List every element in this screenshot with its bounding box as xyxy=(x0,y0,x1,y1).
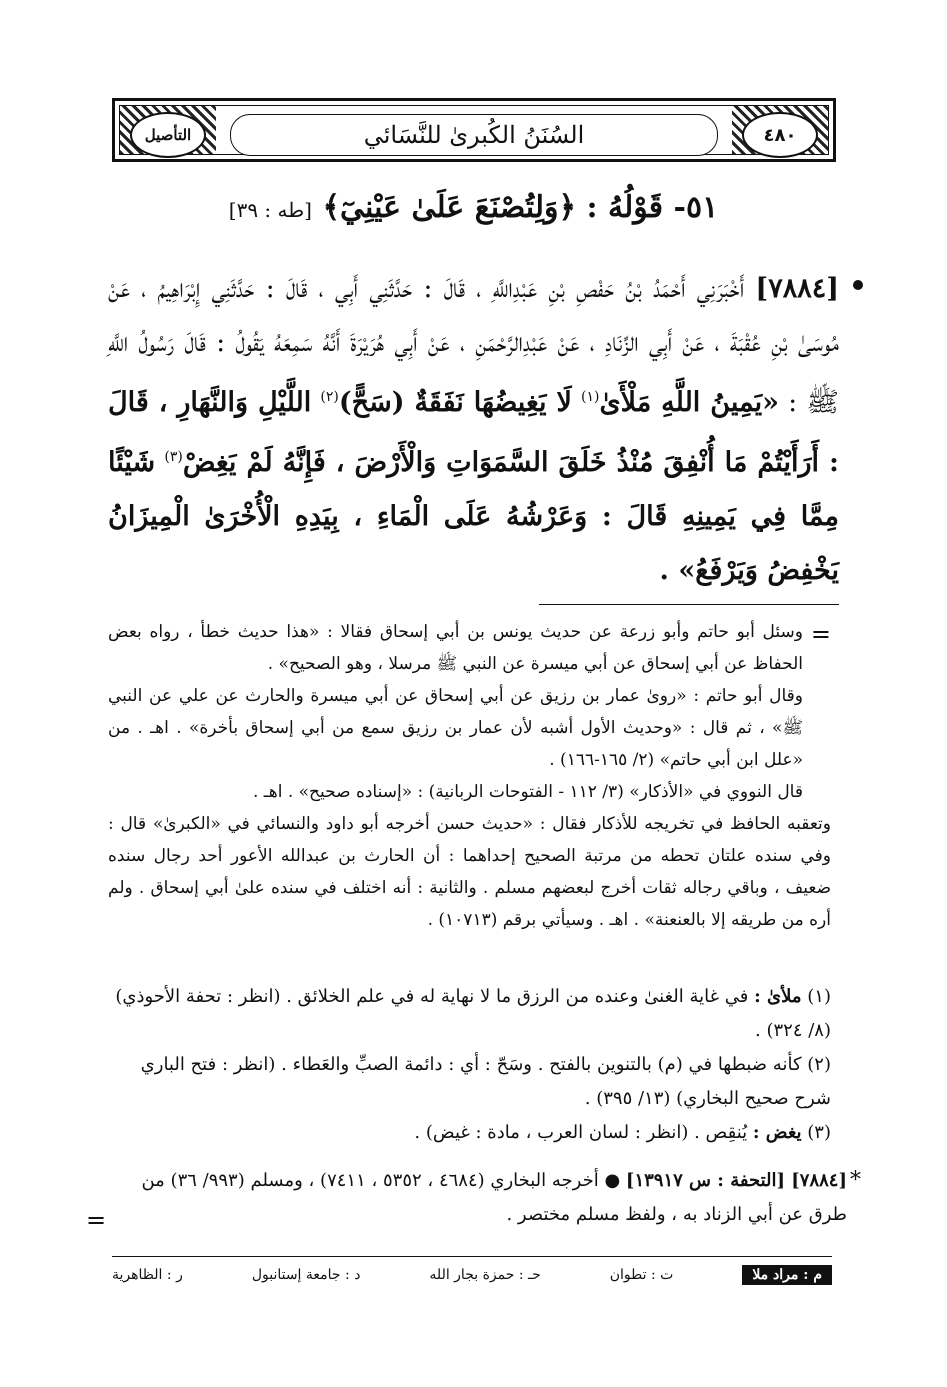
takhrij-label: [٧٨٨٤] [التحفة : س ١٣٩١٧] xyxy=(625,1170,847,1191)
hadith-matn-2: لَا يَغِيضُهَا نَفَقَةٌ (سَحًّ) xyxy=(338,387,572,418)
note-paragraph: وتعقبه الحافظ في تخريجه للأذكار فقال : «حديث حسن أخرجه أبو داود والنسائي في «الكبرىٰ» قال : وفي سنده علتان تحطه من مرتبة الصحيح إحداهما : أن الحارث بن عبدالله الأعور أحد رجال سنده ضعيف ، وباقي رجاله ثقات أخرج لبعضهم مسلم . والثانية : أنه اختلف في سنده علىٰ أبي إسحاق . ولم أره من طريقه إلا بالعنعنة» . اهـ . وسيأتي برقم (١٠٧١٣) . xyxy=(108,814,831,930)
header-frame xyxy=(119,105,829,155)
manuscript-legend xyxy=(112,1262,832,1288)
manuscript-d: د : جامعة إستانبول xyxy=(251,1267,361,1283)
footnotes-block xyxy=(108,980,831,1150)
manuscript-h: حـ : حمزة بجار الله xyxy=(429,1267,541,1283)
footnote-ref-1: (١) xyxy=(581,389,600,405)
footer-separator xyxy=(112,1256,832,1257)
hadith-number: [٧٨٨٤] xyxy=(755,273,839,304)
hadith-matn-4: شَيْئًا مِمَّا فِي يَمِينِهِ قَالَ : وَعَرْشُهُ عَلَى الْمَاءِ ، بِيَدِهِ الْأُخْرَىٰ الْمِيزَانُ يَخْفِضُ وَيَرْفَعُ» . xyxy=(108,447,839,586)
footnote-number: (٢) xyxy=(807,1054,831,1075)
takhrij-star: * xyxy=(850,1168,861,1193)
notes-block xyxy=(108,616,831,936)
takhrij-line xyxy=(108,1164,847,1232)
continuation-mark-top: = xyxy=(810,620,831,648)
footnote-ref-2: (٢) xyxy=(320,389,339,405)
page-header xyxy=(112,98,836,162)
hadith-matn-3: اللَّيْلِ وَالنَّهَارِ ، قَالَ : أَرَأَيْتُمْ مَا أُنْفِقَ مُنْذُ خَلَقَ السَّمَوَاتِ وَالْأَرْضَ ، فَإِنَّهُ لَمْ يَغِضْ xyxy=(108,387,839,478)
takhrij-text: ● أخرجه البخاري (٤٦٨٤ ، ٥٣٥٢ ، ٧٤١١) ، ومسلم (٩٩٣/ ٣٦) من طرق عن أبي الزناد به ، ولفظ مسلم مختصر . xyxy=(141,1170,847,1225)
page-number: ٤٨٠ xyxy=(742,112,818,158)
hadith-matn-1: «يَمِينُ اللَّهِ مَلْأَىٰ xyxy=(599,387,779,418)
footnote-item xyxy=(108,980,831,1048)
footnote-text: كأنه ضبطها في (م) بالتنوين بالفتح . وسَحّ : أي : دائمة الصبِّ والعَطاء . (انظر : فتح الباري شرح صحيح البخاري) (١٣/ ٣٩٥) . xyxy=(140,1054,831,1109)
footnote-item xyxy=(108,1116,831,1150)
hadith-text xyxy=(108,262,839,598)
footnote-number: (١) xyxy=(807,986,831,1007)
hadith-isnad: أَخْبَرَنِي أَحْمَدُ بْنُ حَفْصِ بْنِ عَبْدِاللَّهِ ، قَالَ : حَدَّثَنِي أَبِي ، قَالَ : حَدَّثَنِي إِبْرَاهِيمُ ، عَنْ مُوسَىٰ بْنِ عُقْبَةَ ، عَنْ أَبِي الزِّنَادِ ، عَنْ عَبْدِالرَّحْمَنِ ، عَنْ أَبِي هُرَيْرَةَ أَنَّهُ سَمِعَهُ يَقُولُ : قَالَ رَسُولُ اللَّهِ ﷺ : xyxy=(108,273,839,418)
book-title: السُنَنُ الكُبرىٰ للنَّسَائي xyxy=(230,114,718,156)
footnote-ref-3: (٣) xyxy=(164,449,183,465)
footnote-item xyxy=(108,1048,831,1116)
note-paragraph: وسئل أبو حاتم وأبو زرعة عن حديث يونس بن أبي إسحاق فقالا : «هذا حديث خطأ ، رواه بعض الحفاظ عن أبي إسحاق عن أبي ميسرة عن النبي ﷺ مرسلا ، وهو الصحيح» . xyxy=(108,622,803,674)
note-paragraph: وقال أبو حاتم : «روىٰ عمار بن رزيق عن أبي إسحاق عن أبي ميسرة والحارث عن علي عن النبي ﷺ» ، ثم قال : «وحديث الأول أشبه لأن عمار بن رزيق سمع من أبي إسحاق بأخرة» . اهـ . من «علل ابن أبي حاتم» (٢/ ١٦٥-١٦٦) . xyxy=(108,686,803,770)
footnote-text: في غاية الغنىٰ وعنده من الرزق ما لا نهاية له في علم الخلائق . (انظر : تحفة الأحوذي) (٨/ ٣٢٤) . xyxy=(115,986,831,1041)
publisher-logo: التأصيل xyxy=(130,112,206,158)
footnote-word: ملأىٰ : xyxy=(754,986,802,1007)
footnote-word: يغض : xyxy=(752,1122,802,1143)
manuscript-r: ر : الظاهرية xyxy=(112,1267,183,1283)
footnote-text: يُنقِص . (انظر : لسان العرب ، مادة : غيض) . xyxy=(414,1122,748,1143)
footnote-number: (٣) xyxy=(807,1122,831,1143)
chapter-heading xyxy=(100,190,847,225)
takhrij-block xyxy=(108,1164,847,1232)
chapter-reference: [طه : ٣٩] xyxy=(228,198,312,222)
hadith-bullet xyxy=(853,280,863,290)
manuscript-t: ت : تطوان xyxy=(609,1267,674,1283)
chapter-title: ٥١- قَوْلُهُ : ﴿وَلِتُصْنَعَ عَلَىٰ عَيْنِيٓ﴾ xyxy=(322,190,719,225)
continuation-mark-bottom: = xyxy=(86,1206,107,1234)
note-paragraph: قال النووي في «الأذكار» (٣/ ١١٢ - الفتوحات الربانية) : «إسناده صحيح» . اهـ . xyxy=(252,782,803,802)
notes-separator xyxy=(539,604,839,605)
manuscript-m: م : مراد ملا xyxy=(742,1265,832,1285)
